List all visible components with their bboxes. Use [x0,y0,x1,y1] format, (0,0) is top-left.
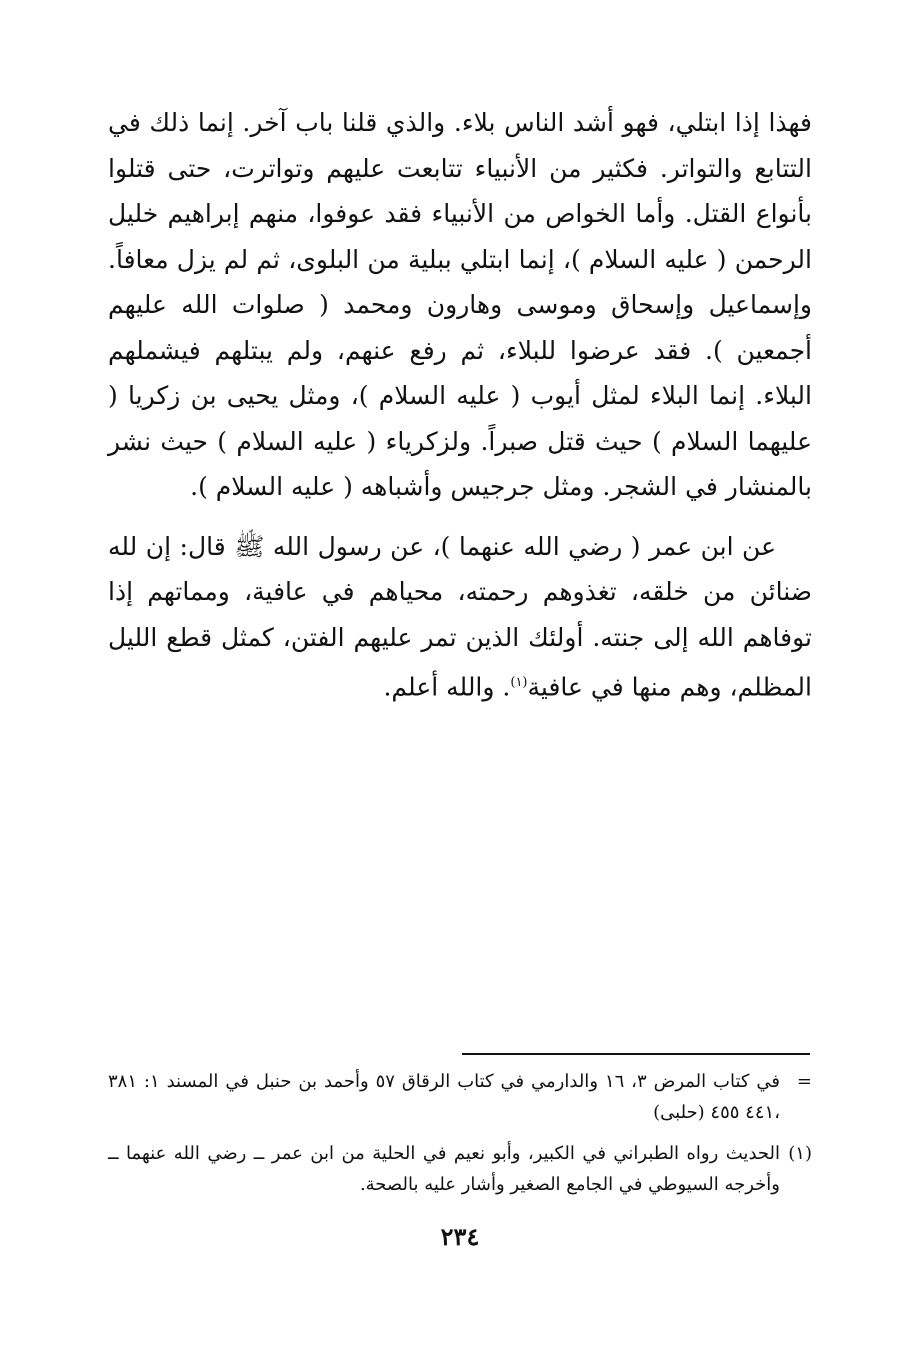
paragraph-1: فهذا إذا ابتلي، فهو أشد الناس بلاء. والذي قلنا باب آخر. إنما ذلك في التتابع والتواتر. فكثير من الأنبياء تتابعت عليهم وتواترت، حتى قتلوا بأنواع القتل. وأما الخواص من الأنبياء فقد عوفوا، منهم إبراهيم خليل الرحمن ( عليه السلام )، إنما ابتلي ببلية من البلوى، ثم لم يزل معافاً. وإسماعيل وإسحاق وموسى وهارون ومحمد ( صلوات الله عليهم أجمعين ). فقد عرضوا للبلاء، ثم رفع عنهم، ولم يبتلهم فيشملهم البلاء. إنما البلاء لمثل أيوب ( عليه السلام )، ومثل يحيى بن زكريا ( عليهما السلام ) حيث قتل صبراً. ولزكرياء ( عليه السلام ) حيث نشر بالمنشار في الشجر. ومثل جرجيس وأشباهه ( عليه السلام ). [108,108,812,501]
footnote-reference: (١) [510,675,528,690]
footnote-1 [108,1138,812,1200]
paragraph-2-text: عن ابن عمر ( رضي الله عنهما )، عن رسول الله ﷺ قال: إن لله ضنائن من خلقه، تغذوهم رحمته، محياهم في عافية، ومماتهم إذا توفاهم الله إلى جنته. أولئك الذين تمر عليهم الفتن، كمثل قطع الليل المظلم، وهم منها في عافية [108,531,812,702]
footnote-1-marker: (١) [788,1143,812,1164]
footnote-1-text: الحديث رواه الطبراني في الكبير، وأبو نعيم في الحلية من ابن عمر ــ رضي الله عنهما ــ وأخرجه السيوطي في الجامع الصغير وأشار عليه بالصحة. [108,1143,780,1195]
page-number: ٢٣٤ [440,1222,480,1251]
footnote-continuation-marker: = [796,1071,812,1092]
paragraph-2 [108,524,812,710]
footnote-continuation [108,1066,812,1128]
paragraph-2-ending: . والله أعلم. [383,672,511,702]
main-text [108,100,812,710]
footnotes [108,1066,812,1210]
footnote-divider [462,1053,810,1055]
footnote-continuation-text: في كتاب المرض ٣، ١٦ والدارمي في كتاب الرقاق ٥٧ وأحمد بن حنبل في المسند ١: ٣٨١ ،٤٤١ ٤٥٥ (حلبى) [108,1071,780,1123]
